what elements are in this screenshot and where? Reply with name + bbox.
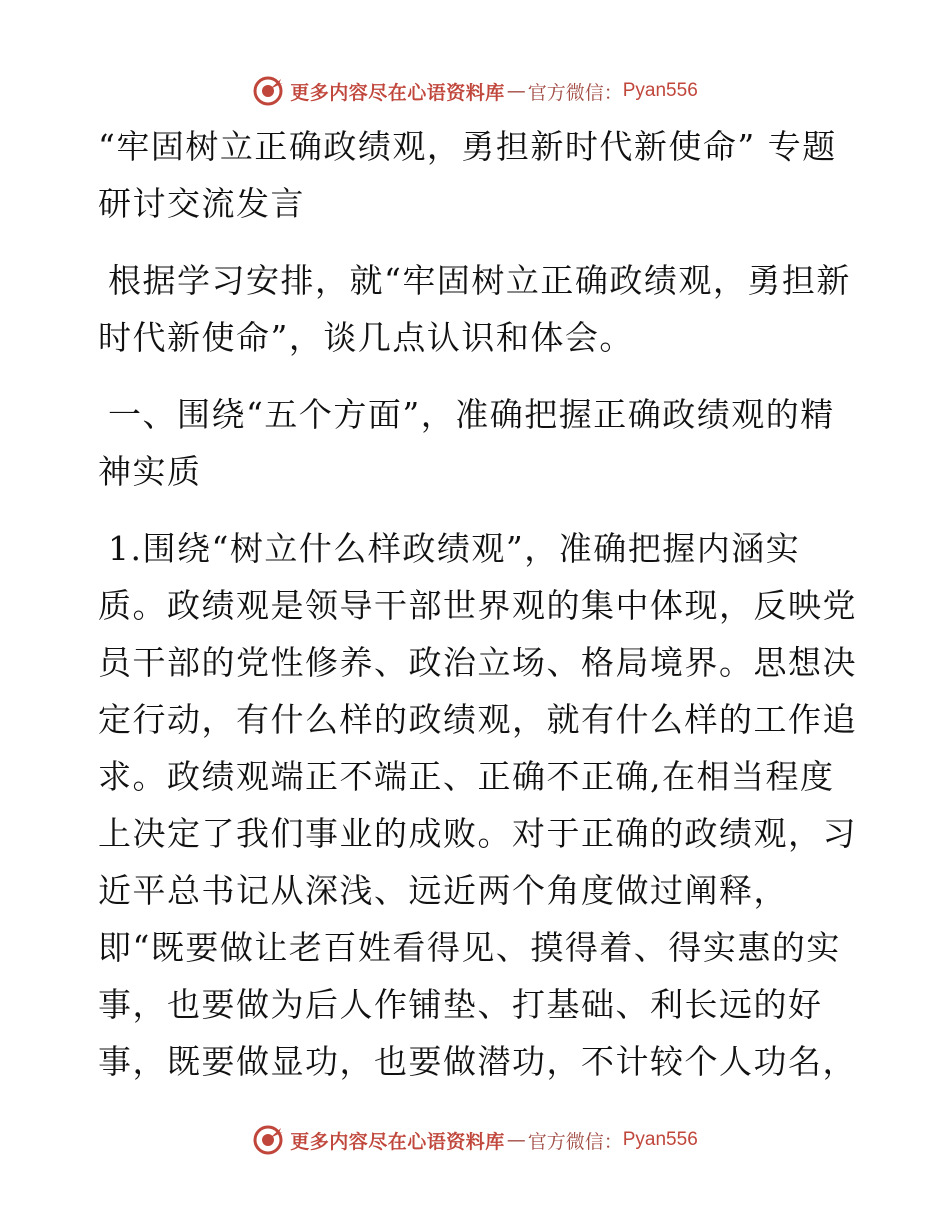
watermark-separator: — — [506, 1129, 526, 1151]
watermark-sub-text: 官方微信： — [527, 81, 623, 104]
document-body — [98, 118, 858, 1090]
section-heading-1: 一、围绕“五个方面”，准确把握正确政绩观的精神实质 — [98, 395, 835, 491]
paragraph-1: 1.围绕“树立什么样政绩观”，准确把握内涵实质。政绩观是领导干部世界观的集中体现，反映党员干部的党性修养、政治立场、格局境界。思想决定行动，有什么样的政绩观，就有什么样的工作追求。政绩观端正不端正、正确不正确,在相当程度上决定了我们事业的成败。对于正确的政绩观，习近平总书记从深浅、远近两个角度做过阐释， — [98, 529, 857, 910]
paragraph-1-quote: 即“既要做让老百姓看得见、摸得着、得实惠的实事，也要做为后人作铺垫、打基础、利长远的好事，既要做显功，也要做潜功，不计较个人功名， — [98, 928, 857, 1081]
watermark-main-text: 更多内容尽在心语资料库 — [290, 81, 505, 104]
watermark-wechat-id: Pyan556 — [622, 1129, 698, 1150]
watermark-separator: — — [506, 80, 526, 102]
document-title: “牢固树立正确政绩观，勇担新时代新使命” 专题研讨交流发言 — [98, 127, 837, 223]
footer-watermark — [0, 1120, 950, 1160]
header-watermark — [0, 71, 950, 111]
brand-logo-icon — [252, 75, 284, 107]
watermark-sub-text: 官方微信： — [527, 1130, 623, 1153]
brand-logo-icon — [252, 1124, 284, 1156]
watermark-main-text: 更多内容尽在心语资料库 — [290, 1130, 505, 1153]
intro-paragraph: 根据学习安排，就“牢固树立正确政绩观，勇担新时代新使命”，谈几点认识和体会。 — [98, 261, 851, 357]
watermark-wechat-id: Pyan556 — [622, 80, 698, 101]
